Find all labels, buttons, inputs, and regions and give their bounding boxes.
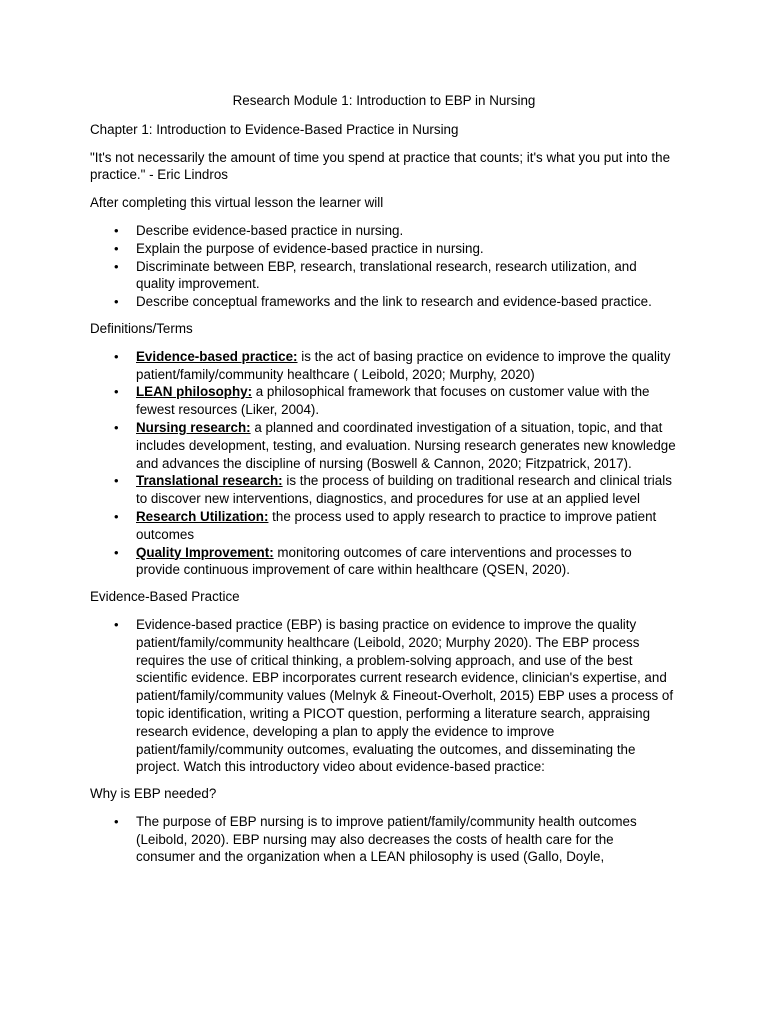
definition-text: a philosophical framework that focuses on customer value with the fewest resources (Liker, 2004).: [136, 384, 650, 418]
definition-term: Evidence-based practice:: [136, 348, 298, 364]
list-item: [90, 240, 676, 258]
objective-text: Describe conceptual frameworks and the link to research and evidence-based practice.: [136, 294, 652, 310]
why-list: [90, 813, 690, 866]
definition-term: Quality Improvement:: [136, 544, 274, 560]
definitions-list: [90, 348, 690, 579]
opening-quote: "It's not necessarily the amount of time you spend at practice that counts; it's what you put into the practice." - Eric Lindros: [90, 149, 671, 183]
definition-term: Research Utilization:: [136, 508, 269, 524]
bullet-icon: •: [114, 258, 119, 274]
definition-item: [90, 472, 676, 508]
definition-item: [90, 383, 676, 419]
document-page: [90, 92, 690, 875]
bullet-icon: •: [114, 240, 119, 256]
definition-item: [90, 544, 676, 580]
definition-term: Nursing research:: [136, 419, 251, 435]
list-item: [90, 616, 676, 776]
definition-text: a planned and coordinated investigation of a situation, topic, and that includes development, testing, and evaluation. Nursing research generates new knowledge and advances the discipline of nursing (Boswell & Cannon, 2020; Fitzpatrick, 2017).: [136, 419, 676, 471]
definition-term: Translational research:: [136, 473, 283, 489]
bullet-icon: •: [114, 813, 119, 829]
bullet-icon: •: [114, 222, 119, 238]
bullet-icon: •: [114, 473, 119, 489]
list-item: [90, 222, 676, 240]
bullet-icon: •: [114, 384, 119, 400]
bullet-icon: •: [114, 544, 119, 560]
definition-text: is the process of building on traditional research and clinical trials to discover new interventions, diagnostics, and procedures for use at an applied level: [136, 473, 672, 507]
definition-text: is the act of basing practice on evidence to improve the quality patient/family/community healthcare ( Leibold, 2020; Murphy, 2020): [136, 348, 671, 382]
objective-text: Describe evidence-based practice in nursing.: [136, 222, 404, 238]
list-item: [90, 813, 676, 866]
bullet-icon: •: [114, 348, 119, 364]
bullet-icon: •: [114, 419, 119, 435]
list-item: [90, 293, 676, 311]
definitions-heading: Definitions/Terms: [90, 320, 193, 336]
definition-text: monitoring outcomes of care interventions and processes to provide continuous improvement of care within healthcare (QSEN, 2020).: [136, 544, 632, 578]
why-heading: Why is EBP needed?: [90, 786, 217, 802]
objectives-list: [90, 222, 690, 311]
chapter-heading: Chapter 1: Introduction to Evidence-Based Practice in Nursing: [90, 121, 459, 137]
why-text: The purpose of EBP nursing is to improve patient/family/community health outcomes (Leibold, 2020). EBP nursing may also decreases the costs of health care for the consumer and the organization when a LEAN philosophy is used (Gallo, Doyle,: [136, 813, 637, 865]
bullet-icon: •: [114, 294, 119, 310]
objective-text: Discriminate between EBP, research, translational research, research utilization, and quality improvement.: [136, 258, 637, 292]
definition-item: [90, 348, 676, 384]
list-item: [90, 258, 676, 294]
ebp-heading: Evidence-Based Practice: [90, 589, 240, 605]
definition-item: [90, 419, 676, 472]
definition-term: LEAN philosophy:: [136, 384, 253, 400]
bullet-icon: •: [114, 508, 119, 524]
objective-text: Explain the purpose of evidence-based practice in nursing.: [136, 240, 484, 256]
definition-text: the process used to apply research to practice to improve patient outcomes: [136, 508, 657, 542]
ebp-list: [90, 616, 690, 776]
objectives-intro: After completing this virtual lesson the learner will: [90, 195, 384, 211]
definition-item: [90, 508, 676, 544]
document-title: Research Module 1: Introduction to EBP in Nursing: [232, 93, 536, 108]
ebp-text: Evidence-based practice (EBP) is basing practice on evidence to improve the quality patient/family/community healthcare (Leibold, 2020; Murphy 2020). The EBP process requires the use of critical thinking, a problem-solving approach, and use of the best scientific evidence. EBP incorporates current research evidence, clinician's expertise, and patient/family/community values (Melnyk & Fineout-Overholt, 2015) EBP uses a process of topic identification, writing a PICOT question, performing a literature search, appraising research evidence, developing a plan to apply the evidence to improve patient/family/community outcomes, evaluating the outcomes, and disseminating the project. Watch this introductory video about evidence-based practice:: [136, 616, 674, 775]
bullet-icon: •: [114, 616, 119, 632]
